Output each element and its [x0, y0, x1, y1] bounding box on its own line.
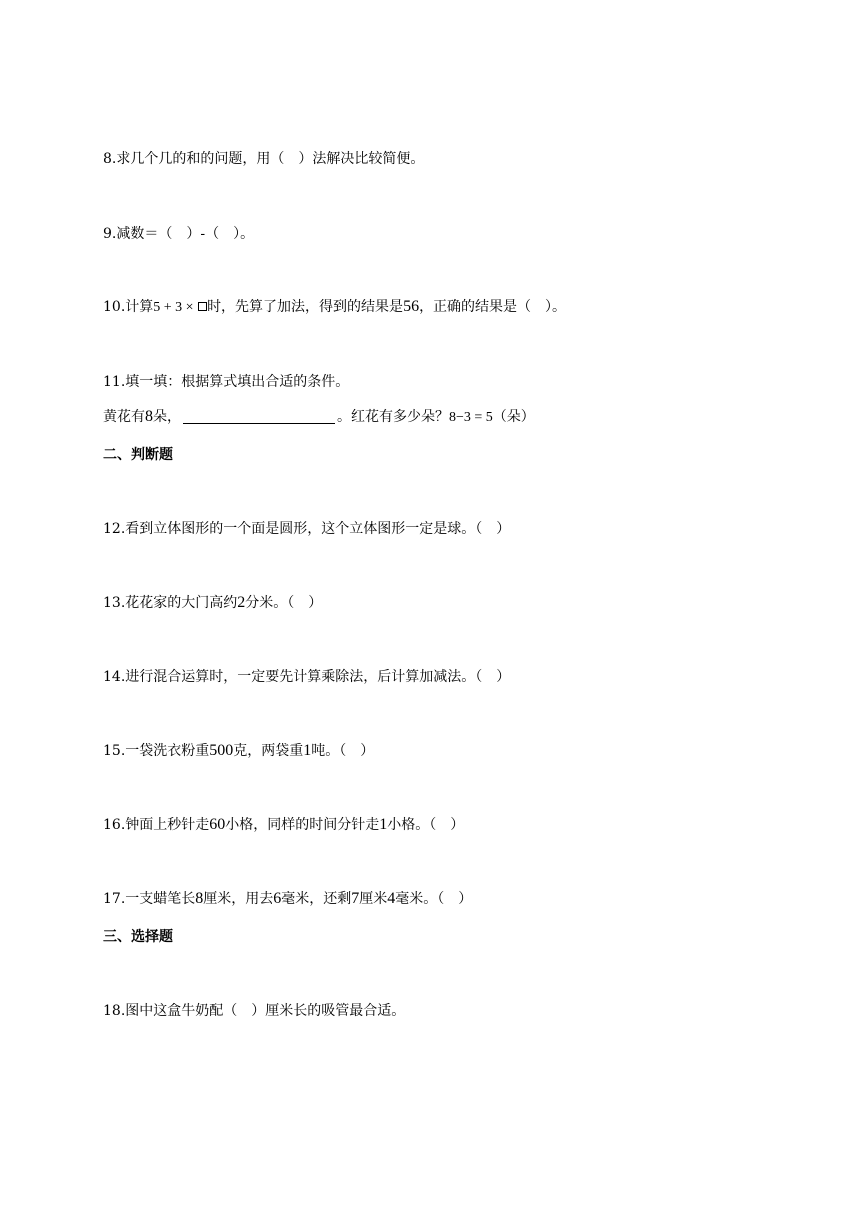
- question-15-mid: 克，两袋重: [233, 743, 304, 759]
- question-17-suffix: 毫米。（ ）: [395, 891, 473, 907]
- question-13-value: 2: [237, 594, 246, 611]
- section-heading-choice: [103, 928, 173, 946]
- question-17-text-2: 毫米，还剩: [281, 891, 352, 907]
- question-18: [103, 1002, 405, 1020]
- question-10-suffix: ，正确的结果是（ ）。: [419, 299, 567, 315]
- question-17-value-3: 7: [351, 890, 360, 907]
- question-17-value-4: 4: [387, 890, 396, 907]
- question-15-value-1: 500: [209, 742, 234, 759]
- section-heading-choice-text: 三、选择题: [103, 929, 173, 945]
- empty-box-icon: [198, 302, 207, 311]
- question-8: [103, 150, 424, 168]
- question-17-prefix: 17.一支蜡笔长: [103, 891, 196, 907]
- question-11-mid: 。红花有多少朵？: [337, 409, 449, 425]
- question-17: [103, 890, 472, 908]
- question-13: [103, 594, 322, 612]
- question-10-value: 56: [403, 298, 420, 315]
- question-13-suffix: 分米。（ ）: [245, 595, 323, 611]
- question-11-line: [103, 408, 535, 427]
- question-16-value-2: 1: [379, 816, 388, 833]
- question-15-value-2: 1: [303, 742, 312, 759]
- question-11-title: [103, 373, 349, 391]
- question-9: [103, 225, 254, 243]
- question-11-unit: 朵，: [153, 409, 181, 425]
- question-12-text: 12.看到立体图形的一个面是圆形，这个立体图形一定是球。（ ）: [103, 521, 511, 537]
- question-18-text: 18.图中这盒牛奶配（ ）厘米长的吸管最合适。: [103, 1003, 406, 1019]
- section-heading-judge: [103, 446, 173, 464]
- question-10-prefix: 10.计算: [103, 299, 154, 315]
- question-15: [103, 742, 374, 760]
- question-10-mid: 时，先算了加法，得到的结果是: [207, 299, 404, 315]
- question-16-mid: 小格，同样的时间分针走: [225, 817, 380, 833]
- question-16-prefix: 16.钟面上秒针走: [103, 817, 210, 833]
- question-8-text: 8.求几个几的和的问题，用（ ）法解决比较简便。: [103, 151, 425, 167]
- question-10-expression: 5 + 3 ×: [153, 300, 198, 315]
- question-12: [103, 520, 510, 538]
- question-15-suffix: 吨。（ ）: [311, 743, 375, 759]
- question-11-expression: 8−3 = 5: [449, 410, 493, 425]
- question-15-prefix: 15.一袋洗衣粉重: [103, 743, 210, 759]
- question-16: [103, 816, 464, 834]
- question-16-value-1: 60: [209, 816, 226, 833]
- question-11-title-text: 11.填一填：根据算式填出合适的条件。: [103, 374, 350, 390]
- question-11-value: 8: [145, 408, 153, 425]
- question-14: [103, 668, 510, 686]
- question-14-text: 14.进行混合运算时，一定要先计算乘除法，后计算加减法。（ ）: [103, 669, 511, 685]
- question-11-suffix: （朵）: [492, 409, 535, 425]
- question-11-prefix: 黄花有: [103, 409, 145, 425]
- question-17-value-1: 8: [195, 890, 204, 907]
- question-13-prefix: 13.花花家的大门高约: [103, 595, 238, 611]
- question-9-text: 9.减数＝（ ）-（ ）。: [103, 226, 255, 242]
- question-17-value-2: 6: [273, 890, 282, 907]
- answer-blank[interactable]: [183, 409, 335, 424]
- question-17-text-3: 厘米: [359, 891, 388, 907]
- question-16-suffix: 小格。（ ）: [387, 817, 465, 833]
- section-heading-judge-text: 二、判断题: [103, 447, 173, 463]
- question-17-text-1: 厘米，用去: [203, 891, 274, 907]
- question-10: [103, 298, 566, 317]
